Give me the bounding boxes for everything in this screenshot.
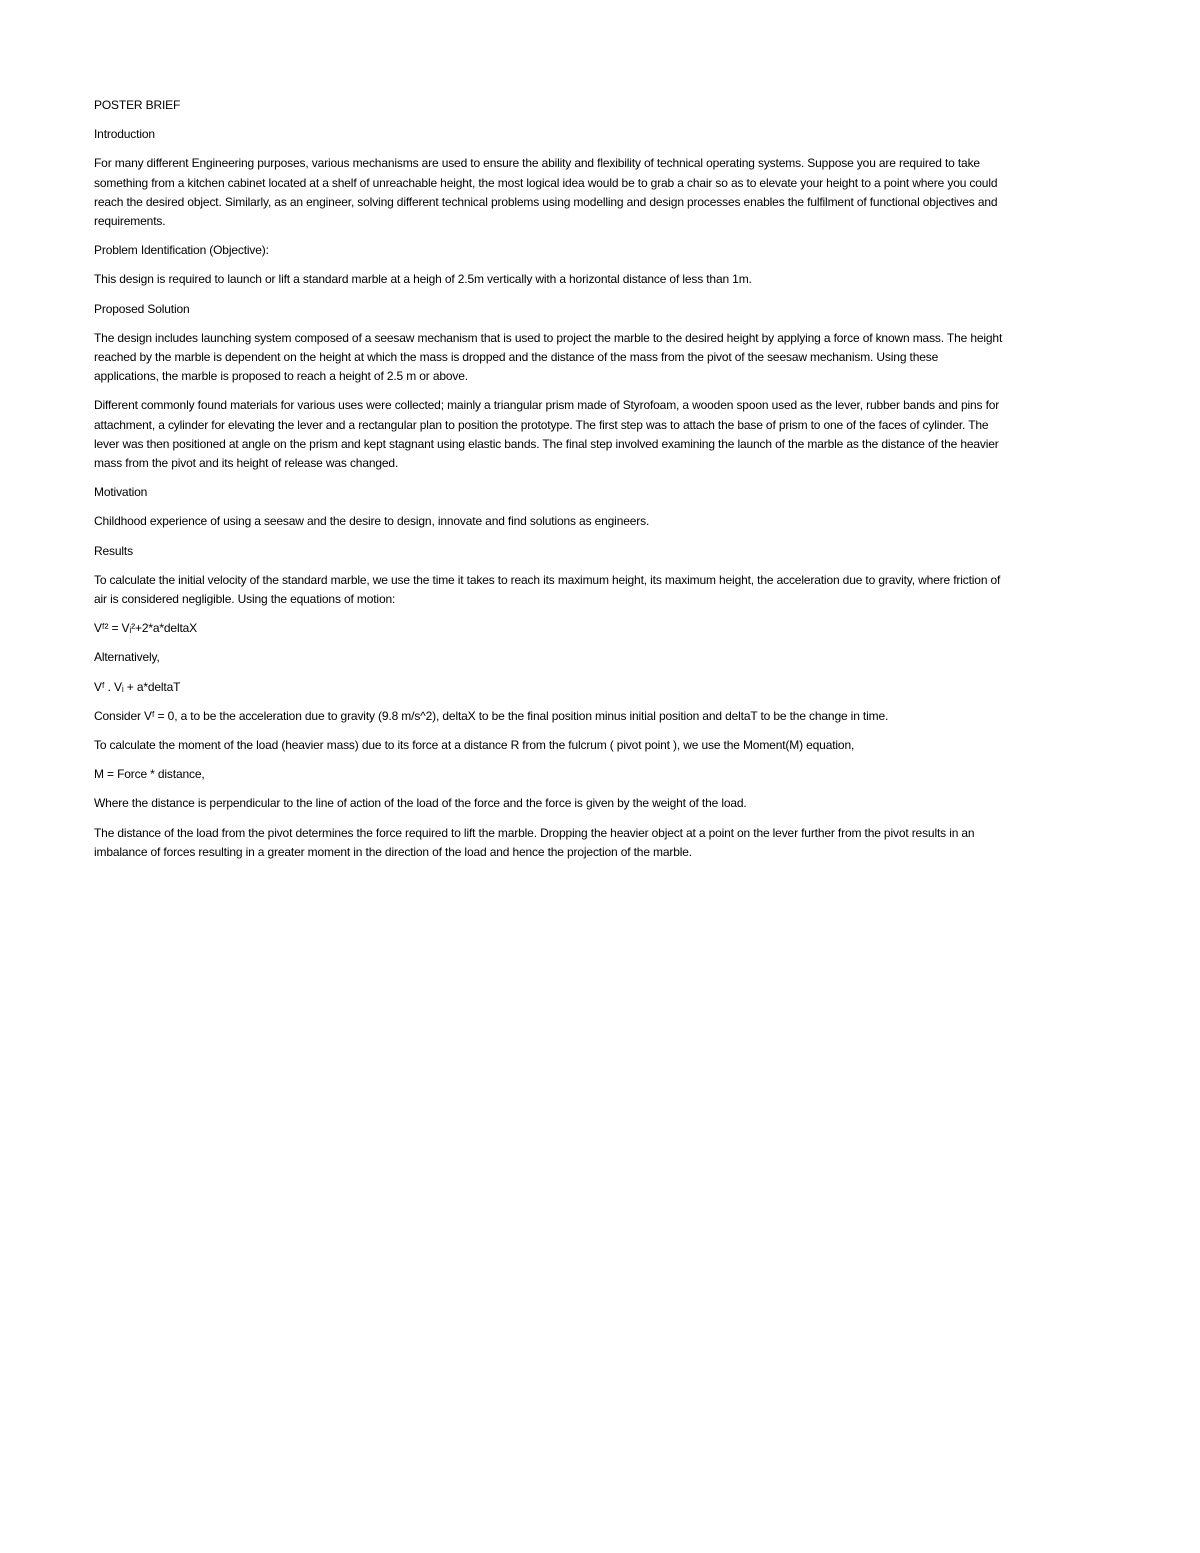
solution-paragraph-1: The design includes launching system composed of a seesaw mechanism that is used to project the marble to the desired height by applying a force of known mass. The height reached by the marble is dependent on the height at which the mass is dropped and the distance of the mass from the pivot of the seesaw mechanism. Using these applications, the marble is proposed to reach a height of 2.5 m or above.	[94, 330, 1003, 384]
velocity-equation-2: Vᶠ . Vᵢ + a*deltaT	[94, 679, 181, 694]
problem-heading: Problem Identification (Objective):	[94, 243, 269, 258]
conclusion-paragraph: The distance of the load from the pivot determines the force required to lift the marble. Dropping the heavier object at a point on the lever further from the pivot results in an imbalance of forces resulting in a greater moment in the direction of the load and hence the projection of the marble.	[94, 825, 975, 859]
consider-paragraph: Consider Vᶠ = 0, a to be the acceleration due to gravity (9.8 m/s^2), deltaX to be the final position minus initial position and deltaT to be the change in time.	[94, 708, 889, 723]
document-page	[94, 96, 1004, 872]
where-paragraph: Where the distance is perpendicular to the line of action of the load of the force and the force is given by the weight of the load.	[94, 796, 747, 811]
alternatively-text: Alternatively,	[94, 650, 160, 665]
solution-heading: Proposed Solution	[94, 301, 190, 316]
motivation-heading: Motivation	[94, 485, 148, 500]
results-heading: Results	[94, 543, 133, 558]
motivation-paragraph: Childhood experience of using a seesaw and the desire to design, innovate and find solutions as engineers.	[94, 514, 650, 529]
velocity-equation-1: Vᶠ² = Vᵢ²+2*a*deltaX	[94, 621, 198, 636]
moment-equation: M = Force * distance,	[94, 767, 205, 782]
problem-paragraph: This design is required to launch or lift a standard marble at a heigh of 2.5m vertically with a horizontal distance of less than 1m.	[94, 272, 752, 287]
moment-intro-paragraph: To calculate the moment of the load (heavier mass) due to its force at a distance R from the fulcrum ( pivot point ), we use the Moment(M) equation,	[94, 738, 855, 753]
solution-paragraph-2: Different commonly found materials for various uses were collected; mainly a triangular prism made of Styrofoam, a wooden spoon used as the lever, rubber bands and pins for attachment, a cylinder for elevating the lever and a rectangular plan to position the prototype. The first step was to attach the base of prism to one of the faces of cylinder. The lever was then positioned at angle on the prism and kept stagnant using elastic bands. The final step involved examining the launch of the marble as the distance of the heavier mass from the pivot and its height of release was changed.	[94, 398, 1000, 471]
results-paragraph-1: To calculate the initial velocity of the standard marble, we use the time it takes to reach its maximum height, its maximum height, the acceleration due to gravity, where friction of air is considered negligible. Using the equations of motion:	[94, 572, 1001, 607]
introduction-paragraph: For many different Engineering purposes, various mechanisms are used to ensure the ability and flexibility of technical operating systems. Suppose you are required to take something from a kitchen cabinet located at a shelf of unreachable height, the most logical idea would be to grab a chair so as to elevate your height to a point where you could reach the desired object. Similarly, as an engineer, solving different technical problems using modelling and design processes enables the fulfilment of functional objectives and requirements.	[94, 156, 998, 229]
document-title: POSTER BRIEF	[94, 98, 181, 112]
introduction-heading: Introduction	[94, 127, 155, 142]
